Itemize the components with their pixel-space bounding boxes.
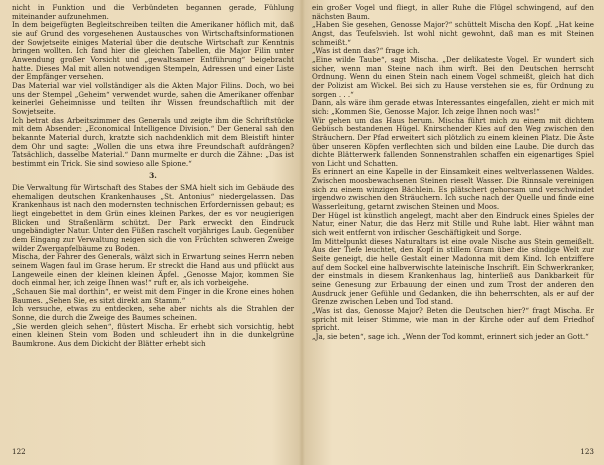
paragraph: „Was ist denn das?“ frage ich. [312,46,420,56]
paragraph: Im Mittelpunkt dieses Naturaltars ist eine ovale Nische aus Stein gemeißelt. Aus der Tiefe leuchtet, den Kopf in stillem Gram über die sündige Welt zur Seite geneigt, die helle Gestalt einer Madonna mit dem Kind. Ich entziffere auf dem Sockel eine halbverwischte lateinische Inschrift. Ein Schwerkranker, der einstmals in diesem Krankenhaus lag, hinterließ aus Dankbarkeit für seine Genesung zur Erbauung der einen und zum Trost der anderen den Ausdruck jener Gefühle und Gedanken, die ihn beherrschten, als er auf der Grenze zwischen Leben und Tod stand. [312,236,594,307]
paragraph: „Haben Sie gesehen, Genosse Major?“ schüttelt Mischa den Kopf. „Hat keine Angst, das Teufelsvieh. Ist wohl nicht gewohnt, daß man es mit Steinen schmeißt.“ [312,20,594,47]
paragraph: Mischa, der Fahrer des Generals, wälzt sich in Erwartung seines Herrn neben seinem Wagen faul im Grase herum. Er streckt die Hand aus und pflückt aus Langeweile einen der kleinen kleinen Äpfel. „Genosse Major, kommen Sie doch einmal her, ich zeige Ihnen was!“ ruft er, als ich vorbeigehe. [12,252,294,288]
paragraph: Ich versuche, etwas zu entdecken, sehe aber nichts als die Strahlen der Sonne, die durch die Zweige des Baumes scheinen. [12,304,294,322]
paragraph: Der Hügel ist künstlich angelegt, macht aber den Eindruck eines Spieles der Natur, einer Natur, die das Herz mit Stille und Ruhe labt. Hier wähnt man sich weit entfernt von irdischer Geschäftigkeit und Sorge. [312,210,594,238]
left-page-text-top [12,4,294,168]
paragraph: „Was ist das, Genosse Major? Beten die Deutschen hier?“ fragt Mischa. Er spricht mit leiser Stimme, wie man in der Kirche oder auf dem Friedhof spricht. [312,305,594,333]
page-number-left: 122 [12,447,26,457]
paragraph: nicht in Funktion und die Verbündeten begannen gerade, Fühlung miteinander aufzunehmen. [12,3,294,21]
paragraph: In dem beigefügten Begleitschreiben teilten die Amerikaner höflich mit, daß sie auf Grund des vorgesehenen Austausches von Wirtschaftsinformationen der Sowjetseite einiges Material über die deutsche Wirtschaft zur Kenntnis bringen wollten. Ich fand hier die gleichen Tabellen, die Major Filin unter Anwendung großer Vorsicht und „gewaltsamer Entführung“ beigebracht hatte. Dieses Mal mit allen notwendigen Stempeln, Adressen und einer Liste der Empfänger versehen. [12,20,294,82]
paragraph: „Eine wilde Taube“, sagt Mischa. „Der delikateste Vogel. Er wundert sich sicher, wenn man Steine nach ihm wirft. Bei den Deutschen herrscht Ordnung. Wenn du einen Stein nach einem Vogel schmeißt, gleich hat dich der Polizist am Wickel. Bei sich zu Hause verstehen sie es, für Ordnung zu sorgen . . .“ [312,54,594,99]
left-page [12,4,294,459]
paragraph: Es erinnert an eine Kapelle in der Einsamkeit eines weltverlassenen Waldes. Zwischen moosbewachsenen Steinen rieselt Wasser. Die Rinnsale vereinigen sich zu einem winzigen Bächlein. Es plätschert gehorsam und verschwindet irgendwo zwischen den Sträuchern. Ich suche nach der Quelle und finde eine Wasserleitung, getarnt zwischen Steinen und Moos. [312,167,594,212]
paragraph: „Sie werden gleich sehen“, flüstert Mischa. Er erhebt sich vorsichtig, hebt einen kleinen Stein vom Boden und schleudert ihn in die dunkelgrüne Baumkrone. Aus dem Dickicht der Blätter erhebt sich [12,321,294,348]
paragraph: Ich betrat das Arbeitszimmer des Generals und zeigte ihm die Schriftstücke mit dem Absender: „Economical Intelligence Division.“ Der General sah den bekannte Material durch, kratzte sich nachdenklich mit dem Bleistift hinter dem Ohr und sagte: „Wollen die uns etwa ihre Freundschaft aufdrängen? Tatsächlich, dasselbe Material.“ Dann murmelte er durch die Zähne: „Das ist bestimmt ein Trick. Sie sind sowieso alle Spione.“ [12,115,294,168]
paragraph: Wir gehen um das Haus herum. Mischa führt mich zu einem mit dichtem Gebüsch bestandenen Hügel. Knirschender Kies auf den Weg zwischen den Sträuchern. Der Pfad erweitert sich plötzlich zu einem kleinen Platz. Die Äste über unseren Köpfen verflechten sich und bilden eine Laube. Die durch das dichte Blätterwerk fallenden Sonnenstrahlen schaffen ein eigenartiges Spiel von Licht und Schatten. [312,115,594,168]
paragraph: Dann, als wäre ihm gerade etwas Interessantes eingefallen, zieht er mich mit sich: „Kommen Sie, Genosse Major. Ich zeige Ihnen noch was!“ [312,98,594,116]
right-page [312,4,594,459]
paragraph: „Schauen Sie mal dorthin“, er weist mit dem Finger in die Krone eines hohen Baumes. „Sehen Sie, es sitzt direkt am Stamm.“ [12,287,294,305]
paragraph: Die Verwaltung für Wirtschaft des Stabes der SMA hielt sich im Gebäude des ehemaligen deutschen Krankenhauses „St. Antonius“ niedergelassen. Das Krankenhaus ist nach den modernsten technischen Erfordernissen gebaut; es liegt eingebettet in dem Grün eines kleinen Parkes, der es vor neugierigen Blicken und Straßenlärm schützt. Der Park erweckt den Eindruck ungebändigter Natur. Unter den Füßen raschelt vorjähriges Laub. Gegenüber dem Eingang zur Verwaltung neigen sich die von Früchten schweren Zweige wilder Zwergapfelbäume zu Boden. [12,183,294,253]
paragraph: ein großer Vogel und fliegt, in aller Ruhe die Flügel schwingend, auf den nächsten Baum. [312,3,594,21]
paragraph: Das Material war viel vollständiger als die Akten Major Filins. Doch, wo bei uns der Stempel „Geheim“ verwendet wurde, sahen die Amerikaner offenbar keinerlei Geheimnisse und teilten ihr Wissen freundschaftlich mit der Sowjetseite. [12,80,294,116]
page-number-right: 123 [580,447,594,457]
paragraph: „Ja, sie beten“, sage ich. „Wenn der Tod kommt, erinnert sich jeder an Gott.“ [312,331,589,341]
left-page-text-bottom [12,184,294,348]
section-number: 3. [149,171,157,181]
